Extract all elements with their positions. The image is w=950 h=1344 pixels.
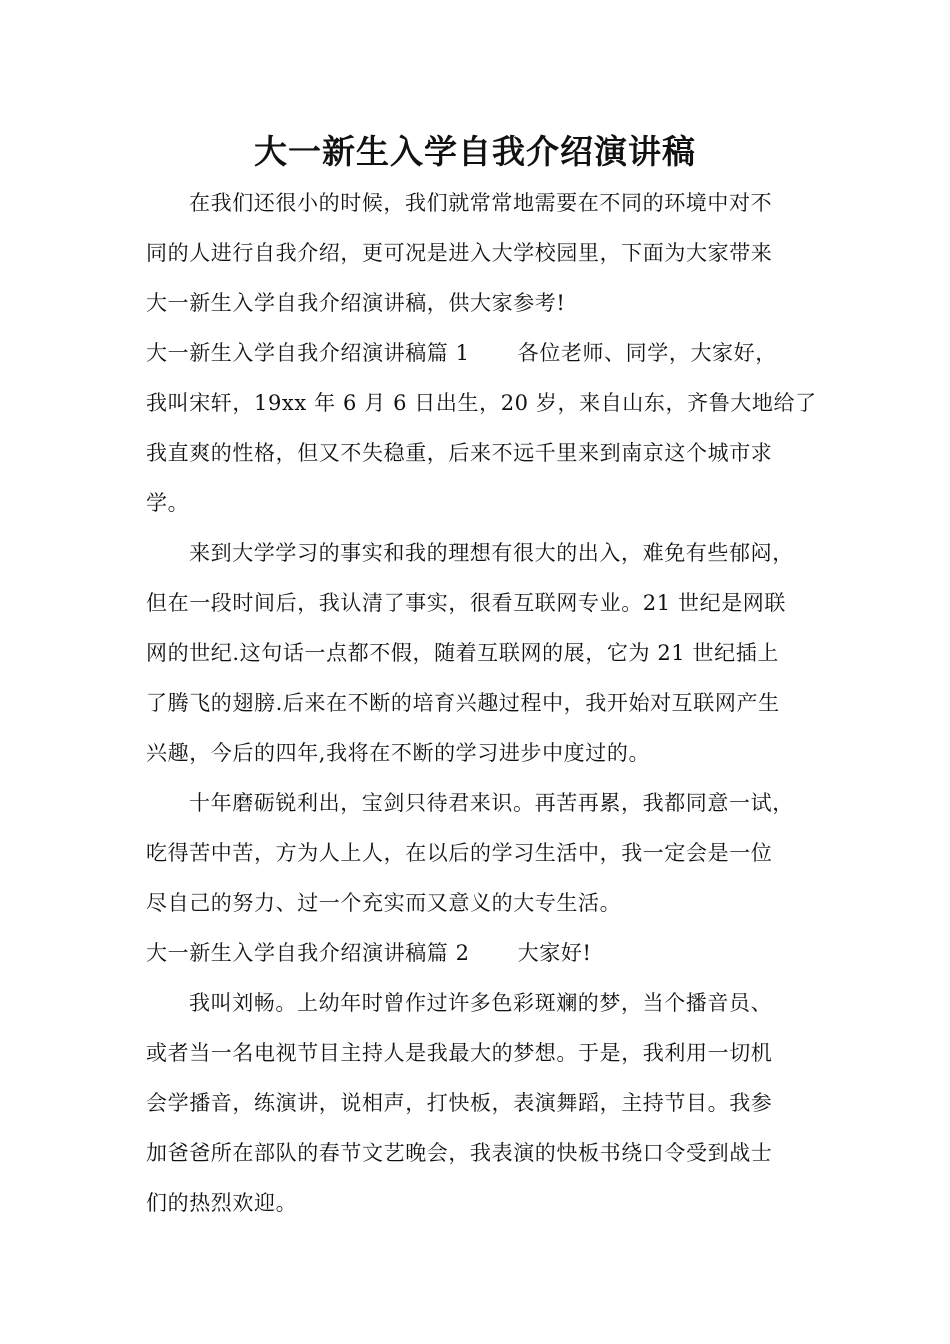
text-line xyxy=(146,828,826,878)
section-heading: 大一新生入学自我介绍演讲稿篇 2 xyxy=(146,941,470,965)
line-text: 学。 xyxy=(146,491,190,515)
line-text: 来到大学学习的事实和我的理想有很大的出入，难免有些郁闷， xyxy=(189,541,794,565)
document-body xyxy=(146,178,826,1228)
text-line xyxy=(146,1028,826,1078)
line-text: 们的热烈欢迎。 xyxy=(146,1191,298,1215)
line-text: 会学播音，练演讲，说相声，打快板，表演舞蹈，主持节目。我参 xyxy=(146,1091,773,1115)
line-text: 网的世纪.这句话一点都不假，随着互联网的展，它为 21 世纪插上 xyxy=(146,641,779,665)
text-line xyxy=(146,1078,826,1128)
text-line xyxy=(146,978,826,1028)
line-text: 加爸爸所在部队的春节文艺晚会，我表演的快板书绕口令受到战士 xyxy=(146,1141,773,1165)
line-text: 各位老师、同学，大家好， xyxy=(517,341,777,365)
text-line xyxy=(146,378,826,428)
line-text: 大一新生入学自我介绍演讲稿，供大家参考! xyxy=(146,291,566,315)
line-text: 同的人进行自我介绍，更可况是进入大学校园里，下面为大家带来 xyxy=(146,241,773,265)
section-heading-line xyxy=(146,928,826,978)
text-line xyxy=(146,878,826,928)
text-line xyxy=(146,528,826,578)
text-line xyxy=(146,628,826,678)
line-text: 但在一段时间后，我认清了事实，很看互联网专业。21 世纪是网联 xyxy=(146,591,786,615)
text-line xyxy=(146,428,826,478)
text-line xyxy=(146,778,826,828)
text-line xyxy=(146,678,826,728)
text-line xyxy=(146,178,826,228)
line-text: 我叫刘畅。上幼年时曾作过许多色彩斑斓的梦，当个播音员、 xyxy=(189,991,773,1015)
line-text: 尽自己的努力、过一个充实而又意义的大专生活。 xyxy=(146,891,622,915)
section-heading-line xyxy=(146,328,826,378)
text-line xyxy=(146,278,826,328)
line-text: 大家好! xyxy=(517,941,592,965)
text-line xyxy=(146,1178,826,1228)
line-text: 我直爽的性格，但又不失稳重，后来不远千里来到南京这个城市求 xyxy=(146,441,773,465)
text-line xyxy=(146,478,826,528)
line-text: 吃得苦中苦，方为人上人，在以后的学习生活中，我一定会是一位 xyxy=(146,841,773,865)
text-line xyxy=(146,228,826,278)
text-line xyxy=(146,728,826,778)
line-text: 十年磨砺锐利出，宝剑只待君来识。再苦再累，我都同意一试， xyxy=(189,791,794,815)
line-text: 或者当一名电视节目主持人是我最大的梦想。于是，我利用一切机 xyxy=(146,1041,773,1065)
line-text: 了腾飞的翅膀.后来在不断的培育兴趣过程中，我开始对互联网产生 xyxy=(146,691,780,715)
line-text: 兴趣，今后的四年,我将在不断的学习进步中度过的。 xyxy=(146,741,651,765)
text-line xyxy=(146,1128,826,1178)
line-text: 我叫宋轩，19xx 年 6 月 6 日出生，20 岁，来自山东，齐鲁大地给了 xyxy=(146,391,817,415)
line-text: 在我们还很小的时候，我们就常常地需要在不同的环境中对不 xyxy=(189,191,773,215)
section-heading: 大一新生入学自我介绍演讲稿篇 1 xyxy=(146,341,470,365)
text-line xyxy=(146,578,826,628)
document-title: 大一新生入学自我介绍演讲稿 xyxy=(254,132,696,171)
